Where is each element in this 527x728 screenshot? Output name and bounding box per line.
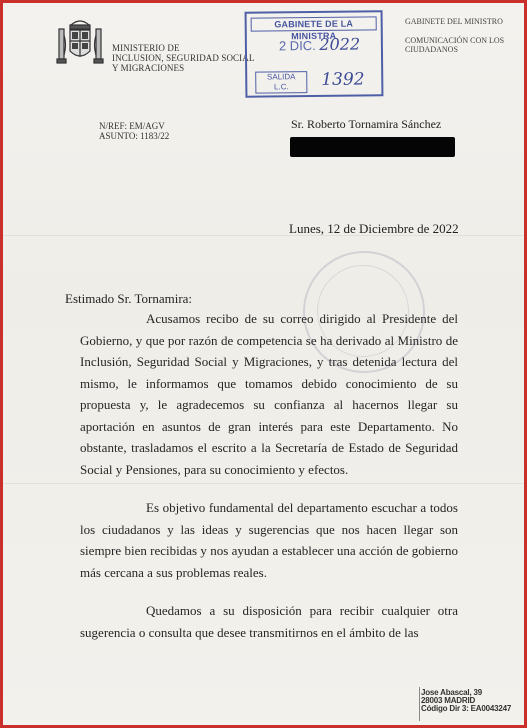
stamp-header: GABINETE DE LA MINISTRA bbox=[251, 16, 377, 31]
coat-of-arms-icon bbox=[53, 15, 107, 73]
ministry-name: MINISTERIO DE INCLUSION, SEGURIDAD SOCIAL Y MIGRACIONES bbox=[112, 43, 255, 73]
registry-stamp bbox=[245, 10, 384, 97]
paragraph: Es objetivo fundamental del departamento escuchar a todos los ciudadanos y las ideas y sugerencias que nos hacen llegar son siempre bien recibidas y nos ayudan a establecer una acción de gobierno más cercana a sus problemas reales. bbox=[80, 500, 458, 580]
reference-block: N/REF: EM/AGV ASUNTO: 1183/22 bbox=[99, 121, 170, 141]
stamp-number: 1392 bbox=[321, 69, 365, 90]
greeting: Estimado Sr. Tornamira: bbox=[65, 291, 193, 306]
footer-divider bbox=[419, 687, 420, 721]
stamp-date: 2 DIC. 2022 bbox=[278, 34, 361, 54]
stamp-salida-box: SALIDA L.C. bbox=[255, 71, 307, 94]
cabinet-heading: GABINETE DEL MINISTRO COMUNICACIÓN CON LOS CIUDADANOS bbox=[405, 17, 505, 54]
redacted-address bbox=[290, 137, 455, 157]
paragraph: Quedamos a su disposición para recibir cualquier otra sugerencia o consulta que desee transmitirnos en el ámbito de las bbox=[80, 603, 458, 640]
recipient-name: Sr. Roberto Tornamira Sánchez bbox=[291, 117, 442, 131]
footer-address: Jose Abascal, 39 28003 MADRID Código Dir 3: EA0043247 bbox=[421, 688, 512, 713]
letter-body bbox=[80, 308, 458, 660]
paragraph: Acusamos recibo de su correo dirigido al Presidente del Gobierno, y que por razón de competencia se ha derivado al Ministro de Inclusión, Seguridad Social y Migraciones, y tras detenida lectura del mismo, le informamos que tomamos debido conocimiento de su propuesta y, le agradecemos su confianza al hacernos llegar su aportación en asuntos de gran interés para este Departamento. No obstante, trasladamos el escrito a la Secretaría de Estado de Seguridad Social y Pensiones, para su conocimiento y efectos. bbox=[80, 311, 458, 477]
letter-page bbox=[3, 3, 524, 725]
letter-date: Lunes, 12 de Diciembre de 2022 bbox=[289, 221, 459, 236]
